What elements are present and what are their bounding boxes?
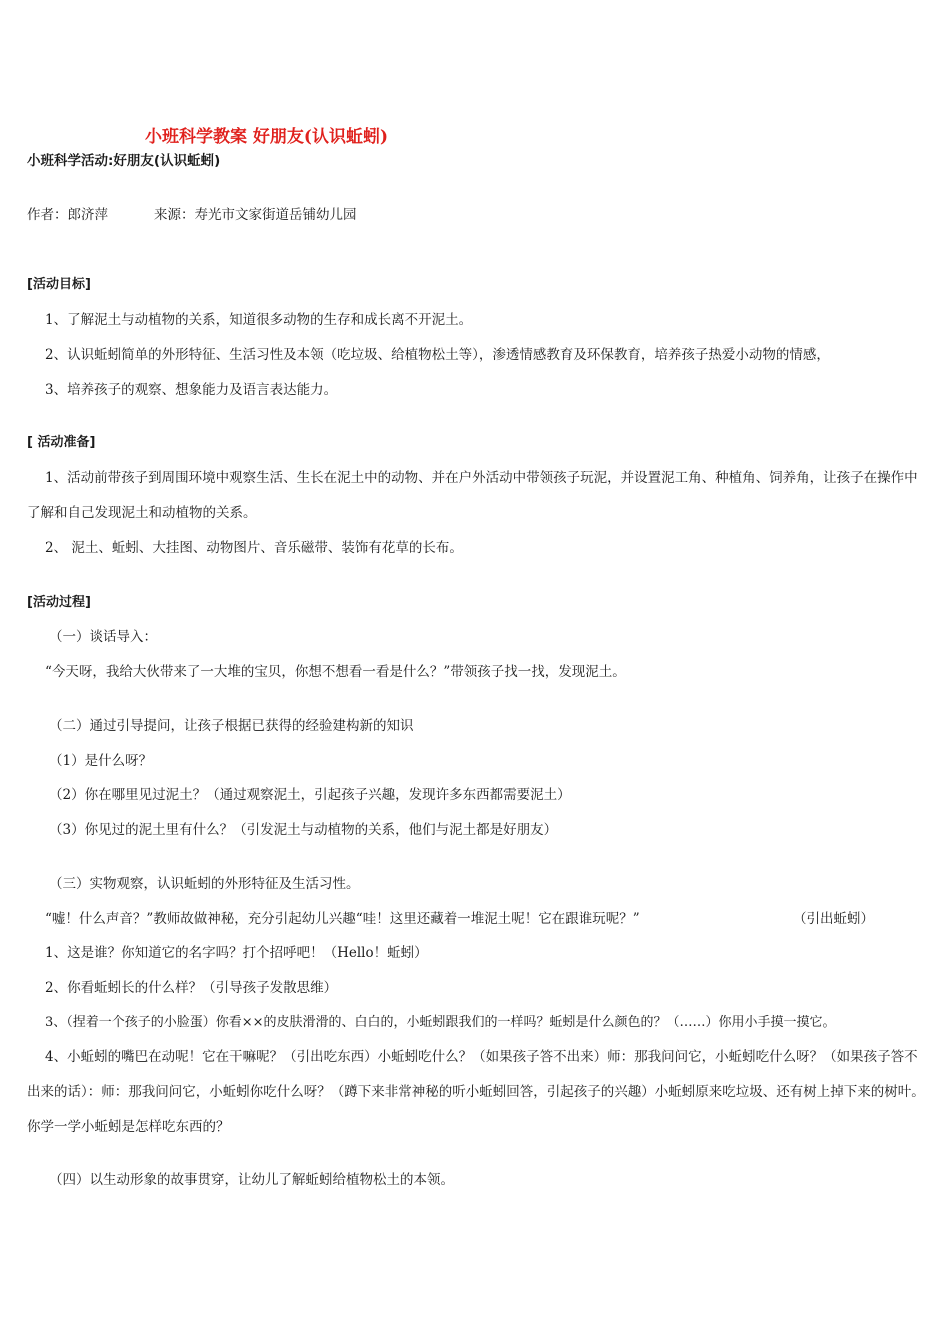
goal-item-2: 2、认识蚯蚓简单的外形特征、生活习性及本领（吃垃圾、给植物松土等），渗透情感教育及环保教育，培养孩子热爱小动物的情感，: [45, 347, 830, 363]
step-2-question-2: （2）你在哪里见过泥土？（通过观察泥土，引起孩子兴趣，发现许多东西都需要泥土）: [49, 787, 571, 803]
prep-item-1: 1、活动前带孩子到周围环境中观察生活、生长在泥土中的动物、并在户外活动中带领孩子玩泥，并设置泥工角、种植角、饲养角，让孩子在操作中了解和自己发现泥土和动植物的关系。: [27, 470, 918, 521]
step-3-item-3: 3、（捏着一个孩子的小脸蛋）你看××的皮肤滑滑的、白白的，小蚯蚓跟我们的一样吗？蚯蚓是什么颜色的？（……）你用小手摸一摸它。: [45, 1015, 836, 1030]
step-3-title: （三）实物观察，认识蚯蚓的外形特征及生活习性。: [49, 876, 360, 892]
step-3-item-2: 2、你看蚯蚓长的什么样？（引导孩子发散思维）: [45, 980, 338, 996]
goal-item-1: 1、了解泥土与动植物的关系，知道很多动物的生存和成长离不开泥土。: [45, 312, 473, 328]
goal-item-3: 3、培养孩子的观察、想象能力及语言表达能力。: [45, 382, 338, 398]
step-2-question-3: （3）你见过的泥土里有什么？（引发泥土与动植物的关系，他们与泥土都是好朋友）: [49, 822, 558, 838]
source-text: 来源：寿光市文家街道岳铺幼儿园: [154, 207, 357, 223]
step-4-title: （四）以生动形象的故事贯穿，让幼儿了解蚯蚓给植物松土的本领。: [49, 1172, 454, 1188]
document-subtitle: 小班科学活动:好朋友(认识蚯蚓): [27, 153, 221, 169]
step-3-quote-line: [45, 910, 925, 928]
step-1-title: （一）谈话导入：: [49, 629, 157, 645]
process-heading: [活动过程]: [27, 595, 91, 610]
step-2-question-1: （1）是什么呀？: [49, 753, 153, 769]
prep-item-2: 2、 泥土、蚯蚓、大挂图、动物图片、音乐磁带、装饰有花草的长布。: [45, 540, 463, 556]
document-title: 小班科学教案 好朋友(认识蚯蚓): [145, 127, 389, 147]
author-text: 作者：郎济萍: [27, 207, 108, 223]
author-source-line: [27, 206, 357, 224]
document-page: [27, 0, 927, 1344]
step-1-text: “今天呀，我给大伙带来了一大堆的宝贝，你想不想看一看是什么？”带领孩子找一找，发现泥土。: [45, 664, 626, 680]
step-2-title: （二）通过引导提问，让孩子根据已获得的经验建构新的知识: [49, 718, 414, 734]
step-3-item-1: 1、这是谁？你知道它的名字吗？打个招呼吧！（Hello！蚯蚓）: [45, 945, 428, 961]
step-3-quote: “嘘！什么声音？”教师故做神秘，充分引起幼儿兴趣“哇！这里还藏着一堆泥土呢！它在跟谁玩呢？”: [45, 911, 640, 927]
step-3-item-4: 4、小蚯蚓的嘴巴在动呢！它在干嘛呢？（引出吃东西）小蚯蚓吃什么？（如果孩子答不出来）师：那我问问它，小蚯蚓吃什么呀？（如果孩子答不出来的话）：师：那我问问它，小蚯蚓你吃什么呀？（蹲下来非常神秘的听小蚯蚓回答，引起孩子的兴趣）小蚯蚓原来吃垃圾、还有树上掉下来的树叶。你学一学小蚯蚓是怎样吃东西的？: [27, 1049, 925, 1135]
step-3-quote-note: （引出蚯蚓）: [793, 911, 874, 927]
goals-heading: [活动目标]: [27, 277, 91, 292]
prep-heading: [ 活动准备]: [27, 435, 96, 450]
